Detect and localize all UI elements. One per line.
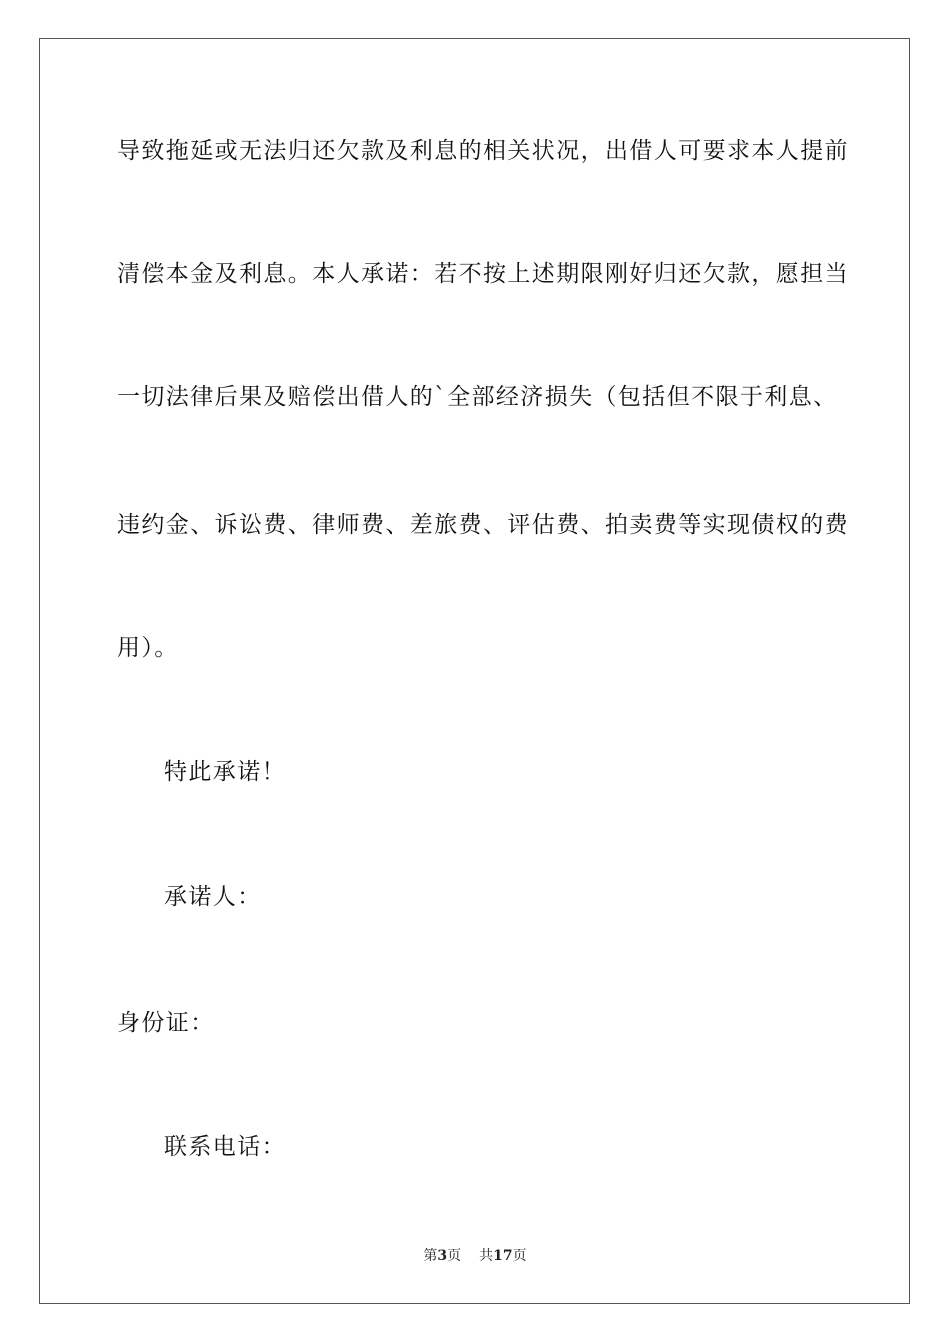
closing-statement: 特此承诺！ bbox=[164, 759, 286, 785]
total-suffix: 页 bbox=[512, 1248, 527, 1264]
id-card-field: 身份证： bbox=[117, 1010, 215, 1036]
page-footer bbox=[0, 1247, 950, 1265]
total-page-number: 17 bbox=[493, 1248, 513, 1264]
body-line-5: 用）。 bbox=[117, 635, 179, 661]
page-prefix: 第 bbox=[423, 1248, 438, 1264]
total-prefix: 共 bbox=[479, 1248, 494, 1264]
body-line-1: 导致拖延或无法归还欠款及利息的相关状况，出借人可要求本人提前 bbox=[117, 138, 849, 164]
current-page-number: 3 bbox=[437, 1248, 448, 1264]
body-line-3: 一切法律后果及赔偿出借人的`全部经济损失（包括但不限于利息、 bbox=[117, 384, 838, 410]
phone-field: 联系电话： bbox=[164, 1134, 286, 1160]
page-frame bbox=[39, 38, 910, 1304]
body-line-2: 清偿本金及利息。本人承诺：若不按上述期限刚好归还欠款，愿担当 bbox=[117, 261, 849, 287]
body-line-4: 违约金、诉讼费、律师费、差旅费、评估费、拍卖费等实现债权的费 bbox=[117, 512, 849, 538]
promisor-field: 承诺人： bbox=[164, 884, 262, 910]
page-suffix: 页 bbox=[447, 1248, 462, 1264]
